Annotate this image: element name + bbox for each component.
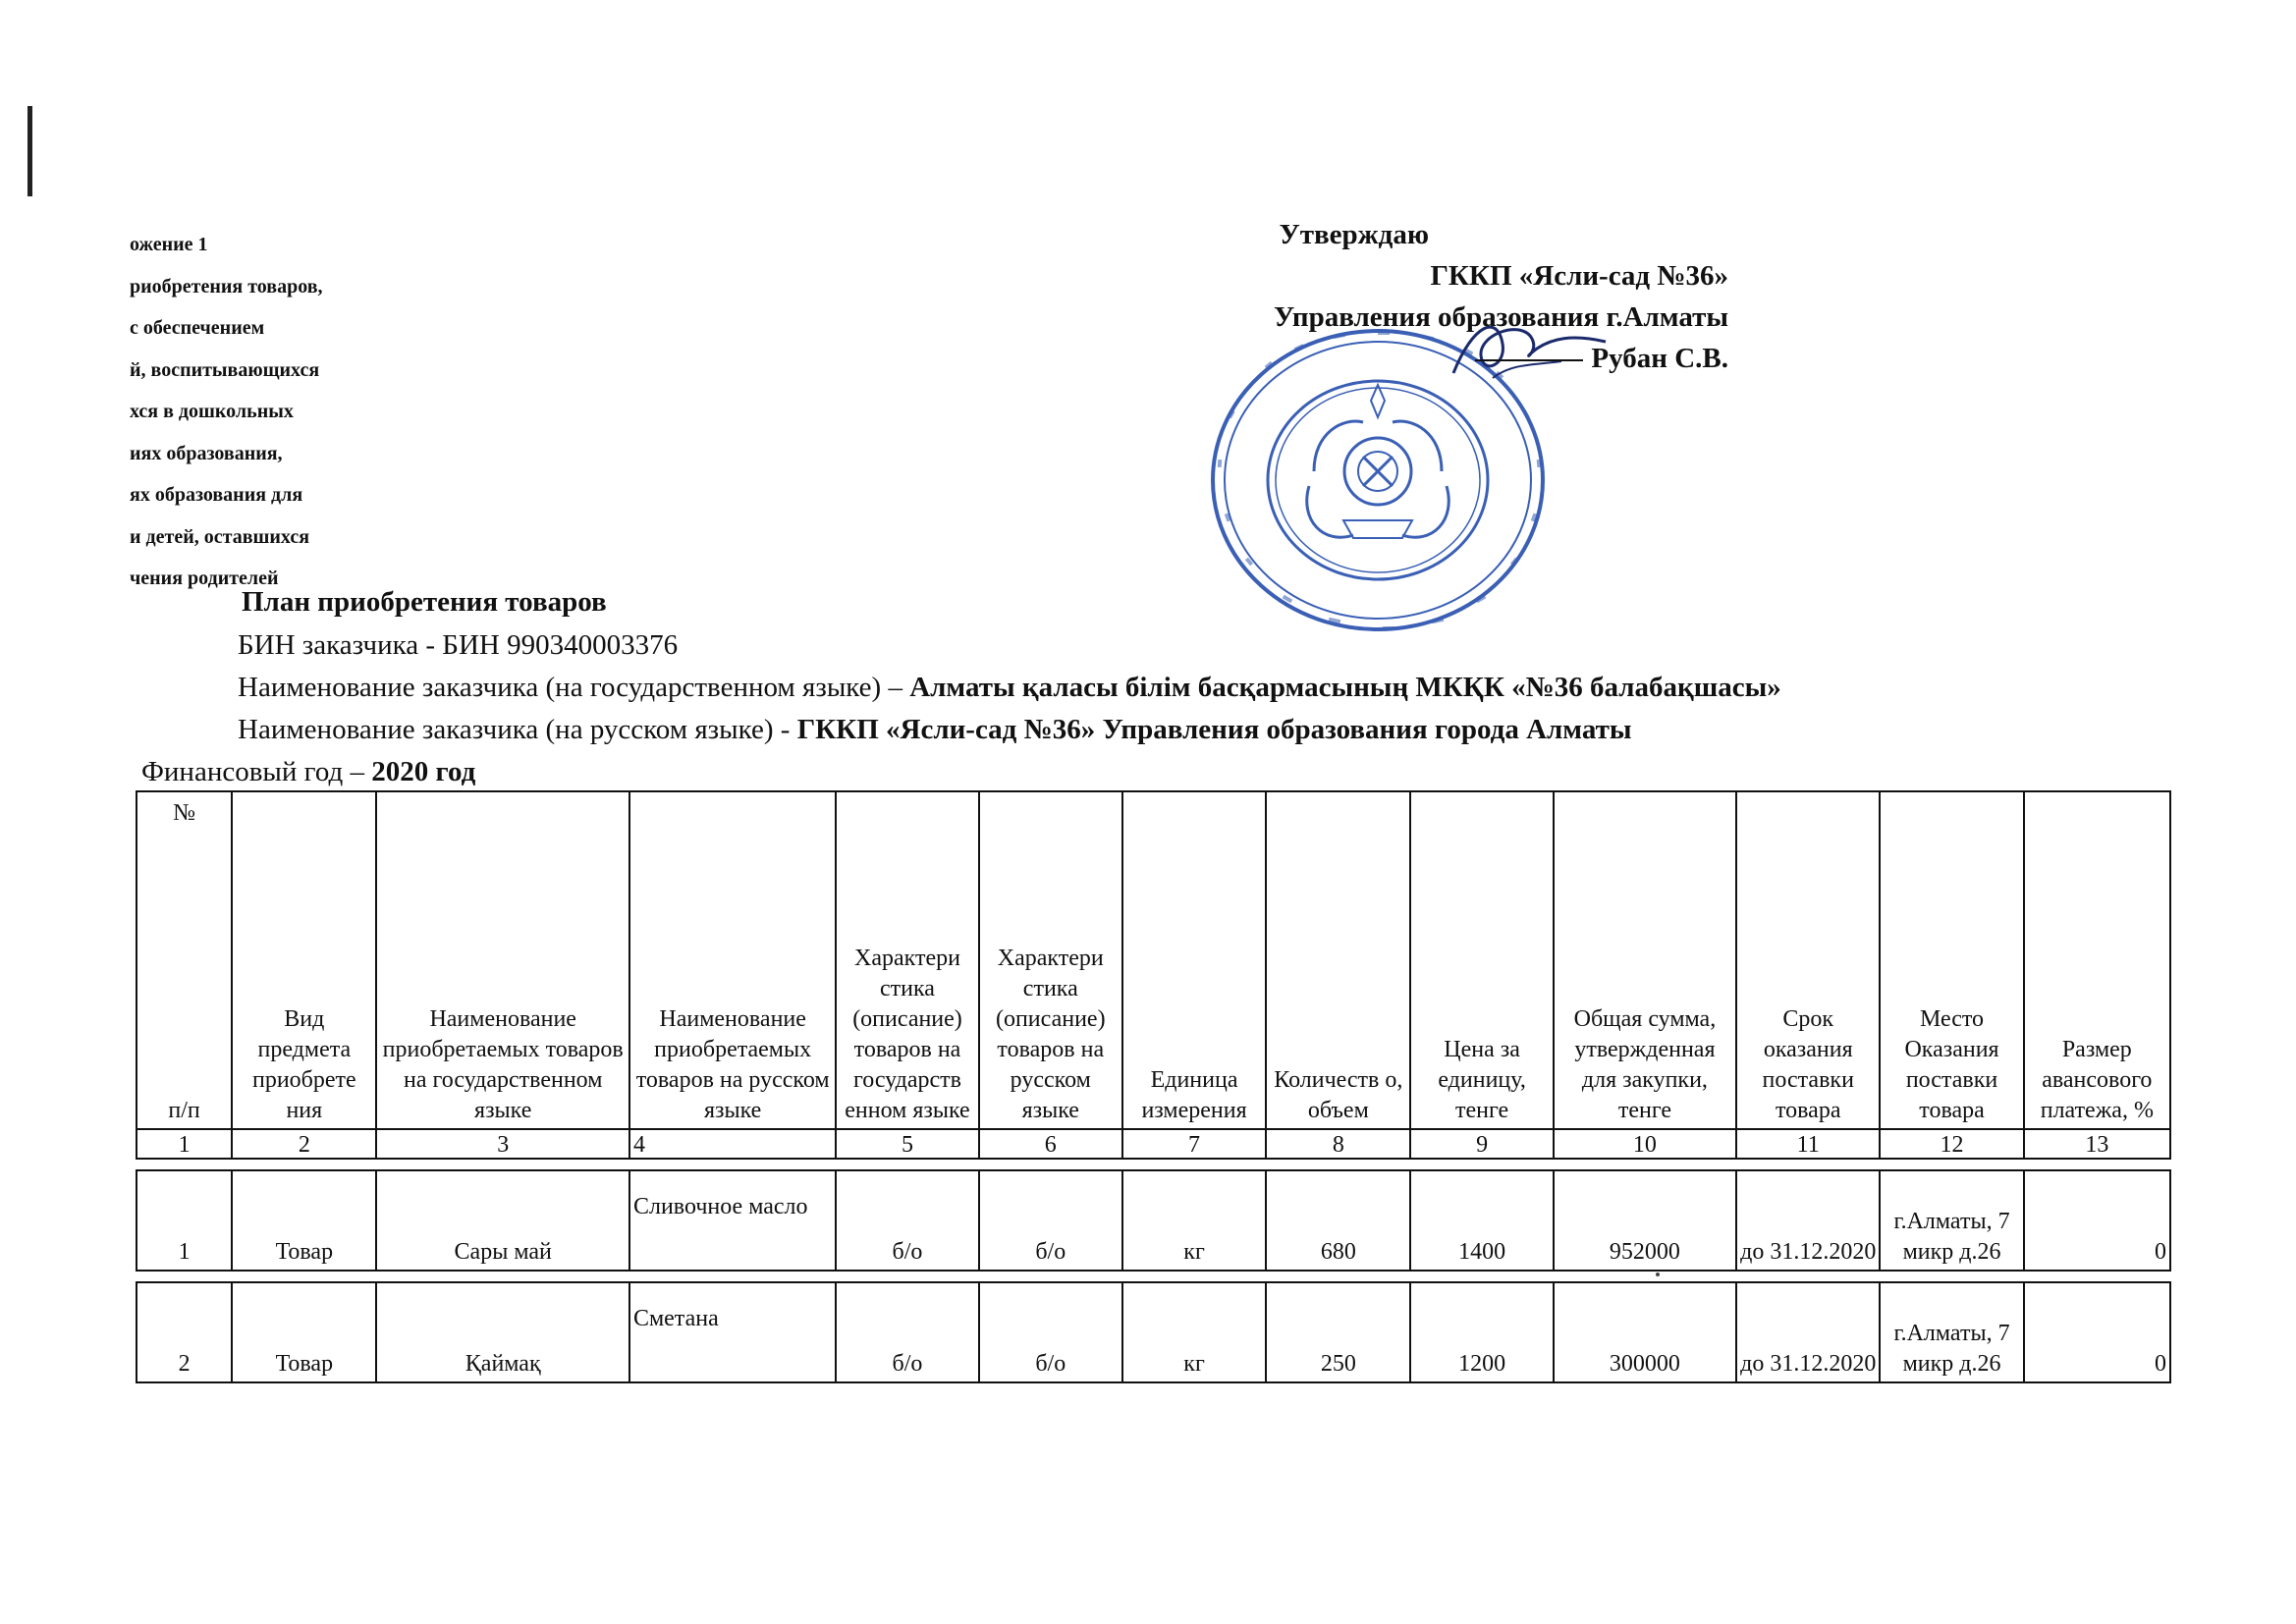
plan-title: План приобретения товаров — [242, 586, 607, 618]
signer-name: Рубан С.В. — [1591, 343, 1728, 374]
row-qty: 250 — [1266, 1282, 1410, 1382]
row-advance: 0 — [2024, 1282, 2170, 1382]
table-header-row — [137, 791, 2170, 1129]
column-number: 8 — [1266, 1129, 1410, 1159]
row-deadline: до 31.12.2020 — [1736, 1170, 1880, 1271]
annex-line: чения родителей — [130, 568, 279, 589]
header-cell: Цена за единицу, тенге — [1410, 791, 1553, 1129]
row-name-ru-cell — [629, 1170, 836, 1271]
header-cell: Наименование приобретаемых товаров на государственном языке — [376, 791, 629, 1129]
header-num — [137, 791, 232, 1129]
column-number: 3 — [376, 1129, 629, 1159]
row-num: 1 — [137, 1170, 232, 1271]
column-number: 5 — [836, 1129, 978, 1159]
header-cell: Наименование приобретаемых товаров на русском языке — [629, 791, 836, 1129]
header-num-bottom: п/п — [168, 1098, 200, 1123]
row-desc-ru: б/о — [979, 1282, 1122, 1382]
annex-line: и детей, оставшихся — [130, 525, 310, 548]
row-place: г.Алматы, 7 микр д.26 — [1880, 1282, 2023, 1382]
column-number: 10 — [1554, 1129, 1736, 1159]
customer-name-ru — [238, 714, 1631, 746]
column-number: 6 — [979, 1129, 1122, 1159]
fiscal-year-label: Финансовый год – — [141, 756, 372, 787]
annex-line: риобретения товаров, — [130, 275, 323, 298]
column-number: 7 — [1122, 1129, 1266, 1159]
row-name-kz: Сары май — [376, 1170, 629, 1271]
row-place: г.Алматы, 7 микр д.26 — [1880, 1170, 2023, 1271]
column-number: 1 — [137, 1129, 232, 1159]
table-row — [137, 1282, 2170, 1382]
annex-line: с обеспечением — [130, 317, 265, 339]
row-desc-kz: б/о — [836, 1170, 978, 1271]
customer-ru-label: Наименование заказчика (на русском языке) - — [238, 714, 797, 745]
header-cell: Общая сумма, утвержденная для закупки, тенге — [1554, 791, 1736, 1129]
annex-line: й, воспитывающихся — [130, 358, 320, 381]
fiscal-year — [141, 756, 475, 788]
header-cell: Размер авансового платежа, % — [2024, 791, 2170, 1129]
scan-speck — [1656, 1272, 1660, 1276]
header-cell: Характери стика (описание) товаров на русском языке — [979, 791, 1122, 1129]
header-cell: Единица измерения — [1122, 791, 1266, 1129]
header-cell: Вид предмета приобрете ния — [232, 791, 376, 1129]
row-name-kz: Қаймақ — [376, 1282, 629, 1382]
approval-dept: Управления образования г.Алматы — [1274, 301, 1728, 333]
scan-edge-mark — [27, 106, 32, 196]
annex-reference — [130, 224, 323, 600]
column-number: 4 — [629, 1129, 836, 1159]
column-number: 11 — [1736, 1129, 1880, 1159]
customer-kz-value: Алматы қаласы білім басқармасының МКҚК «№36 балабақшасы» — [909, 672, 1781, 703]
row-total: 952000 — [1554, 1170, 1736, 1271]
bin-line: БИН заказчика - БИН 990340003376 — [238, 629, 679, 661]
approval-signer — [1274, 338, 1728, 379]
row-type: Товар — [232, 1170, 376, 1271]
row-qty: 680 — [1266, 1170, 1410, 1271]
row-unit: кг — [1122, 1170, 1266, 1271]
column-number: 13 — [2024, 1129, 2170, 1159]
row-name-ru: Сметана — [632, 1306, 719, 1331]
annex-line: иях образования, — [130, 442, 283, 464]
row-desc-kz: б/о — [836, 1282, 978, 1382]
column-numbers-row — [137, 1129, 2170, 1159]
row-price: 1200 — [1410, 1282, 1553, 1382]
approval-title: Утверждаю — [1279, 219, 1429, 250]
header-cell: Срок оказания поставки товара — [1736, 791, 1880, 1129]
row-price: 1400 — [1410, 1170, 1553, 1271]
customer-name-kz — [238, 672, 1781, 704]
approval-org: ГККП «Ясли-сад №36» — [1430, 260, 1728, 292]
table-spacer — [137, 1159, 2170, 1170]
header-cell: Количеств о, объем — [1266, 791, 1410, 1129]
header-num-top: № — [173, 800, 196, 826]
column-number: 2 — [232, 1129, 376, 1159]
row-type: Товар — [232, 1282, 376, 1382]
approval-block — [1274, 214, 1728, 379]
annex-line: ожение 1 — [130, 234, 208, 255]
column-number: 12 — [1880, 1129, 2023, 1159]
annex-line: ях образования для — [130, 484, 303, 506]
row-name-ru: Сливочное масло — [632, 1194, 808, 1219]
row-total: 300000 — [1554, 1282, 1736, 1382]
procurement-table — [136, 790, 2171, 1383]
column-number: 9 — [1410, 1129, 1553, 1159]
table-row — [137, 1170, 2170, 1271]
header-cell: Характери стика (описание) товаров на государств енном языке — [836, 791, 978, 1129]
customer-kz-label: Наименование заказчика (на государственном языке) – — [238, 672, 910, 703]
row-unit: кг — [1122, 1282, 1266, 1382]
customer-ru-value: ГККП «Ясли-сад №36» Управления образования города Алматы — [796, 714, 1632, 745]
header-cell: Место Оказания поставки товара — [1880, 791, 2023, 1129]
row-deadline: до 31.12.2020 — [1736, 1282, 1880, 1382]
row-num: 2 — [137, 1282, 232, 1382]
row-desc-ru: б/о — [979, 1170, 1122, 1271]
row-advance: 0 — [2024, 1170, 2170, 1271]
row-name-ru-cell — [629, 1282, 836, 1382]
fiscal-year-value: 2020 год — [371, 756, 476, 787]
annex-line: хся в дошкольных — [130, 401, 294, 422]
table-spacer — [137, 1271, 2170, 1282]
